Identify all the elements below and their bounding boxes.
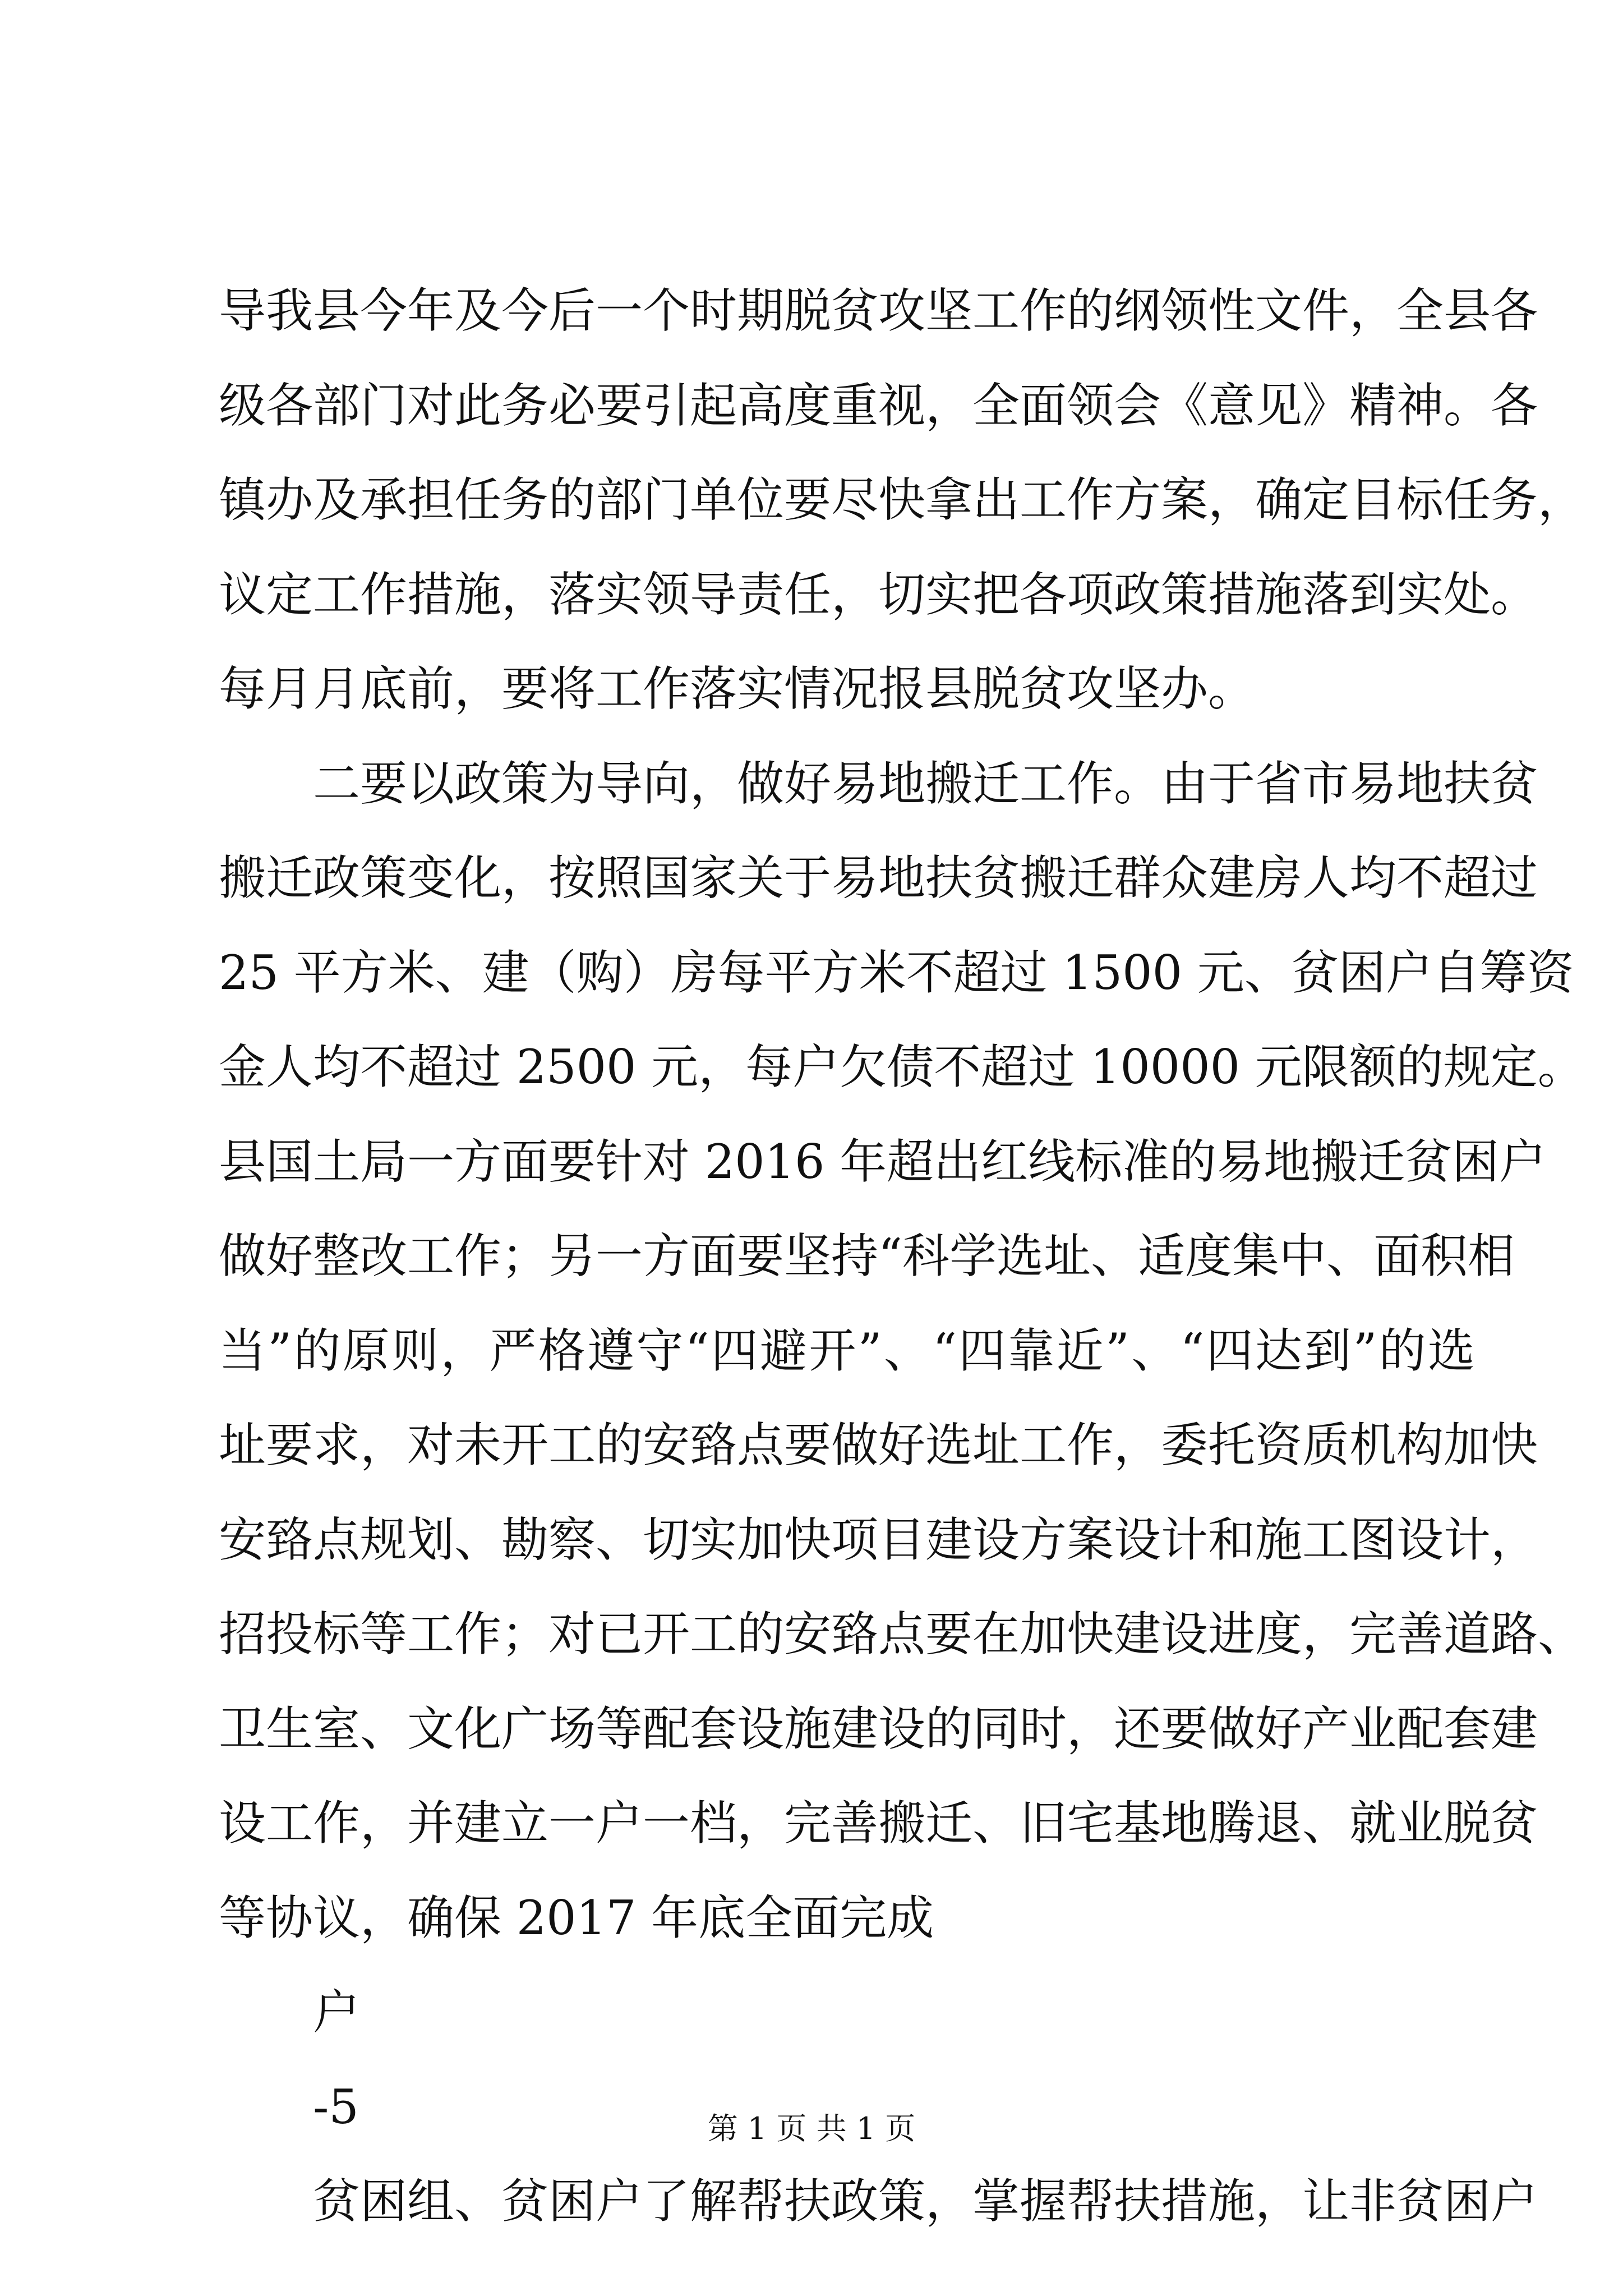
text-line-9: 金人均不超过 2500 元，每户欠债不超过 10000 元限额的规定。: [219, 1039, 1585, 1094]
document-body: [219, 264, 1585, 2249]
page-number-label: 第 1 页 共 1 页: [707, 2111, 916, 2146]
text-line-6: 二要以政策为导向，做好易地搬迁工作。由于省市易地扶贫: [313, 756, 1538, 811]
text-line-14: 安臵点规划、勘察、切实加快项目建设方案设计和施工图设计，: [219, 1512, 1538, 1567]
text-line-12: 当”的原则，严格遵守“四避开”、“四靠近”、“四达到”的选: [219, 1323, 1475, 1378]
text-line-4: 议定工作措施，落实领导责任，切实把各项政策措施落到实处。: [219, 567, 1538, 622]
text-line-11: 做好整改工作；另一方面要坚持“科学选址、适度集中、面积相: [219, 1228, 1515, 1283]
text-line-2: 级各部门对此务必要引起高度重视，全面领会《意见》精神。各: [219, 378, 1538, 433]
text-line-21: 贫困组、贫困户了解帮扶政策，掌握帮扶措施，让非贫困户: [313, 2174, 1538, 2229]
text-line-1: 导我县今年及今后一个时期脱贫攻坚工作的纲领性文件，全县各: [219, 283, 1538, 338]
text-line-16: 卫生室、文化广场等配套设施建设的同时，还要做好产业配套建: [219, 1701, 1538, 1756]
text-line-3: 镇办及承担任务的部门单位要尽快拿出工作方案，确定目标任务，: [219, 472, 1585, 527]
text-line-19: 户: [313, 1985, 361, 2040]
text-line-5: 每月月底前，要将工作落实情况报县脱贫攻坚办。: [219, 661, 1256, 716]
text-line-8: 25 平方米、建（购）房每平方米不超过 1500 元、贫困户自筹资: [219, 945, 1574, 1000]
text-line-18: 等协议，确保 2017 年底全面完成: [219, 1890, 934, 1945]
text-line-20: -5: [313, 2079, 359, 2134]
text-line-17: 设工作，并建立一户一档，完善搬迁、旧宅基地腾退、就业脱贫: [219, 1796, 1538, 1851]
text-line-7: 搬迁政策变化，按照国家关于易地扶贫搬迁群众建房人均不超过: [219, 850, 1538, 905]
text-line-15: 招投标等工作；对已开工的安臵点要在加快建设进度，完善道路、: [219, 1607, 1585, 1662]
text-line-10: 县国土局一方面要针对 2016 年超出红线标准的易地搬迁贫困户: [219, 1134, 1547, 1189]
text-line-13: 址要求，对未开工的安臵点要做好选址工作，委托资质机构加快: [219, 1418, 1538, 1473]
page-footer: [0, 2109, 1623, 2148]
